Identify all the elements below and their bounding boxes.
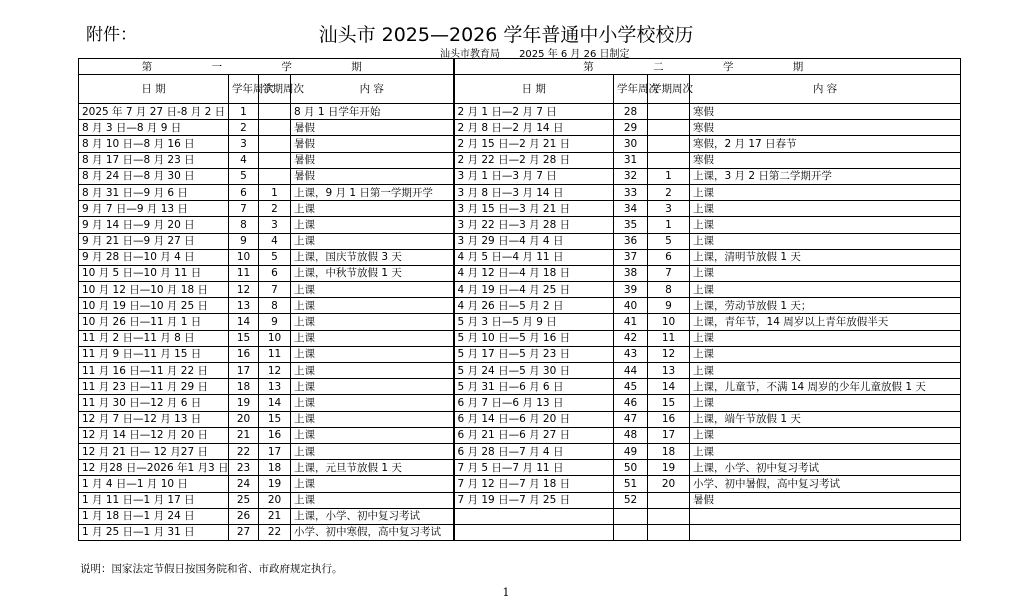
- s1-date-cell: 8 月 17 日—8 月 23 日: [79, 152, 229, 168]
- s1-term-week-cell: 3: [259, 217, 291, 233]
- s2-year-week-cell: 40: [614, 298, 648, 314]
- s2-term-week-cell: 9: [648, 298, 690, 314]
- s1-term-week-cell: 18: [259, 460, 291, 476]
- s2-date-cell: 5 月 17 日—5 月 23 日: [454, 346, 614, 362]
- s1-date-cell: 8 月 31 日—9 月 6 日: [79, 184, 229, 200]
- s2-date-cell: 4 月 12 日—4 月 18 日: [454, 265, 614, 281]
- table-row: [79, 120, 961, 136]
- table-row: [79, 314, 961, 330]
- s1-content-cell: 上课: [291, 233, 454, 249]
- s1-year-week-cell: 3: [229, 136, 259, 152]
- table-row: [79, 249, 961, 265]
- s1-year-week-cell: 24: [229, 476, 259, 492]
- s1-term-week-cell: 14: [259, 395, 291, 411]
- s2-term-week-cell: 7: [648, 265, 690, 281]
- s1-year-week-cell: 18: [229, 379, 259, 395]
- s1-year-week-cell: 27: [229, 524, 259, 540]
- table-row: [79, 427, 961, 443]
- semester1-label: 第 一 学 期: [79, 59, 454, 75]
- table-row: [79, 298, 961, 314]
- s1-date-cell: 1 月 4 日—1 月 10 日: [79, 476, 229, 492]
- table-row: [79, 395, 961, 411]
- table-row: [79, 460, 961, 476]
- table-row: [79, 282, 961, 298]
- s2-content-cell: 上课，端午节放假 1 天: [690, 411, 961, 427]
- table-row: [79, 104, 961, 120]
- table-row: [79, 217, 961, 233]
- s1-term-week-cell: [259, 120, 291, 136]
- s2-year-week-cell: 33: [614, 184, 648, 200]
- s1-date-cell: 12 月28 日—2026 年1 月3 日: [79, 460, 229, 476]
- s1-term-week-cell: 6: [259, 265, 291, 281]
- s2-year-week-cell: 28: [614, 104, 648, 120]
- s2-date-cell: 4 月 26 日—5 月 2 日: [454, 298, 614, 314]
- table-row: [79, 363, 961, 379]
- s1-term-week-cell: 15: [259, 411, 291, 427]
- s2-term-week-cell: 5: [648, 233, 690, 249]
- s1-date-cell: 11 月 30 日—12 月 6 日: [79, 395, 229, 411]
- table-row: [79, 330, 961, 346]
- semester-header-row: [79, 59, 961, 75]
- table-row: [79, 346, 961, 362]
- s2-year-week-cell: 38: [614, 265, 648, 281]
- table-row: [79, 136, 961, 152]
- s1-content-cell: 上课: [291, 217, 454, 233]
- s1-date-cell: 2025 年 7 月 27 日-8 月 2 日: [79, 104, 229, 120]
- s1-date-cell: 10 月 5 日—10 月 11 日: [79, 265, 229, 281]
- s1-term-week-cell: 7: [259, 282, 291, 298]
- s2-content-cell: 上课: [690, 233, 961, 249]
- s1-content-cell: 上课，元旦节放假 1 天: [291, 460, 454, 476]
- s1-content-cell: 暑假: [291, 152, 454, 168]
- s1-term-week-cell: [259, 136, 291, 152]
- s2-content-cell: 小学、初中暑假，高中复习考试: [690, 476, 961, 492]
- school-calendar-table: [78, 58, 961, 541]
- table-row: [79, 379, 961, 395]
- s2-content-header: 内 容: [690, 75, 961, 104]
- s2-content-cell: 上课，小学、初中复习考试: [690, 460, 961, 476]
- s2-content-cell: 寒假: [690, 152, 961, 168]
- s2-date-cell: [454, 524, 614, 540]
- s1-date-cell: 9 月 21 日—9 月 27 日: [79, 233, 229, 249]
- s2-year-week-cell: 36: [614, 233, 648, 249]
- s2-content-cell: 寒假: [690, 120, 961, 136]
- s2-year-week-cell: 46: [614, 395, 648, 411]
- s2-term-week-cell: 17: [648, 427, 690, 443]
- s1-term-week-cell: 9: [259, 314, 291, 330]
- s1-year-week-cell: 11: [229, 265, 259, 281]
- s1-date-cell: 11 月 16 日—11 月 22 日: [79, 363, 229, 379]
- page-title: 汕头市 2025—2026 学年普通中小学校校历: [318, 24, 694, 46]
- s2-term-week-cell: 12: [648, 346, 690, 362]
- s1-content-cell: 上课: [291, 492, 454, 508]
- table-row: [79, 492, 961, 508]
- s1-date-cell: 8 月 10 日—8 月 16 日: [79, 136, 229, 152]
- s2-term-week-cell: 11: [648, 330, 690, 346]
- s2-term-week-cell: [648, 136, 690, 152]
- s2-term-week-cell: 1: [648, 217, 690, 233]
- table-row: [79, 201, 961, 217]
- s2-date-cell: 7 月 19 日—7 月 25 日: [454, 492, 614, 508]
- s1-year-week-cell: 2: [229, 120, 259, 136]
- s2-year-week-cell: 52: [614, 492, 648, 508]
- s2-date-cell: 3 月 29 日—4 月 4 日: [454, 233, 614, 249]
- s2-content-cell: 上课: [690, 427, 961, 443]
- s1-date-cell: 9 月 28 日—10 月 4 日: [79, 249, 229, 265]
- s1-term-week-cell: 16: [259, 427, 291, 443]
- s1-date-cell: 12 月 21 日— 12 月27 日: [79, 443, 229, 459]
- s1-content-cell: 暑假: [291, 120, 454, 136]
- s2-year-week-cell: 47: [614, 411, 648, 427]
- s1-year-week-cell: 5: [229, 168, 259, 184]
- s2-term-week-cell: [648, 120, 690, 136]
- column-header-row: [79, 75, 961, 104]
- issuer-and-date: 汕头市教育局 2025 年 6 月 26 日制定: [440, 49, 630, 60]
- s2-year-week-cell: 43: [614, 346, 648, 362]
- s2-year-week-cell: [614, 508, 648, 524]
- s1-year-week-cell: 8: [229, 217, 259, 233]
- s2-content-cell: 上课，3 月 2 日第二学期开学: [690, 168, 961, 184]
- s1-content-cell: 上课，小学、初中复习考试: [291, 508, 454, 524]
- s2-content-cell: 上课: [690, 184, 961, 200]
- s2-date-cell: 2 月 22 日—2 月 28 日: [454, 152, 614, 168]
- s1-year-week-cell: 13: [229, 298, 259, 314]
- s2-term-week-cell: [648, 152, 690, 168]
- s2-term-week-cell: 16: [648, 411, 690, 427]
- s1-term-week-cell: 13: [259, 379, 291, 395]
- s1-content-cell: 上课，国庆节放假 3 天: [291, 249, 454, 265]
- s1-date-cell: 1 月 11 日—1 月 17 日: [79, 492, 229, 508]
- s2-date-cell: 6 月 7 日—6 月 13 日: [454, 395, 614, 411]
- s1-year-week-cell: 12: [229, 282, 259, 298]
- s1-content-cell: 上课: [291, 443, 454, 459]
- s2-term-week-cell: 13: [648, 363, 690, 379]
- s1-date-cell: 9 月 14 日—9 月 20 日: [79, 217, 229, 233]
- s1-term-week-cell: 11: [259, 346, 291, 362]
- s1-year-week-header: 学年周次: [229, 75, 259, 104]
- s1-content-header: 内 容: [291, 75, 454, 104]
- s2-content-cell: 上课: [690, 201, 961, 217]
- s1-content-cell: 上课: [291, 282, 454, 298]
- s2-term-week-cell: [648, 524, 690, 540]
- s1-date-cell: 11 月 23 日—11 月 29 日: [79, 379, 229, 395]
- s1-content-cell: 上课: [291, 346, 454, 362]
- s1-term-week-cell: 10: [259, 330, 291, 346]
- s2-content-cell: 暑假: [690, 492, 961, 508]
- s2-year-week-cell: 29: [614, 120, 648, 136]
- s1-content-cell: 暑假: [291, 168, 454, 184]
- table-row: [79, 152, 961, 168]
- s2-term-week-cell: 2: [648, 184, 690, 200]
- s2-term-week-cell: 8: [648, 282, 690, 298]
- s1-date-cell: 8 月 3 日—8 月 9 日: [79, 120, 229, 136]
- s2-date-cell: 5 月 3 日—5 月 9 日: [454, 314, 614, 330]
- s1-year-week-cell: 25: [229, 492, 259, 508]
- s2-year-week-cell: 48: [614, 427, 648, 443]
- table-row: [79, 476, 961, 492]
- s2-year-week-cell: 49: [614, 443, 648, 459]
- s2-date-cell: 6 月 21 日—6 月 27 日: [454, 427, 614, 443]
- s2-content-cell: 上课: [690, 330, 961, 346]
- s2-content-cell: 上课: [690, 346, 961, 362]
- s2-content-cell: [690, 508, 961, 524]
- s2-term-week-cell: 18: [648, 443, 690, 459]
- s2-content-cell: [690, 524, 961, 540]
- s2-content-cell: 上课: [690, 282, 961, 298]
- s1-content-cell: 上课: [291, 411, 454, 427]
- s1-term-week-cell: 20: [259, 492, 291, 508]
- s2-content-cell: 上课: [690, 217, 961, 233]
- s1-content-cell: 上课: [291, 476, 454, 492]
- s1-date-cell: 11 月 2 日—11 月 8 日: [79, 330, 229, 346]
- s2-year-week-cell: [614, 524, 648, 540]
- s2-content-cell: 上课，劳动节放假 1 天；: [690, 298, 961, 314]
- s1-term-week-cell: 22: [259, 524, 291, 540]
- attachment-label: 附件：: [86, 25, 137, 45]
- s2-year-week-cell: 37: [614, 249, 648, 265]
- s2-term-week-cell: 6: [648, 249, 690, 265]
- s2-year-week-cell: 50: [614, 460, 648, 476]
- s1-term-week-cell: [259, 152, 291, 168]
- s2-year-week-cell: 30: [614, 136, 648, 152]
- s1-term-week-cell: 8: [259, 298, 291, 314]
- s1-year-week-cell: 4: [229, 152, 259, 168]
- s2-year-week-cell: 44: [614, 363, 648, 379]
- s2-date-cell: 4 月 5 日—4 月 11 日: [454, 249, 614, 265]
- s2-term-week-cell: 1: [648, 168, 690, 184]
- s1-date-cell: 1 月 25 日—1 月 31 日: [79, 524, 229, 540]
- s1-term-week-cell: [259, 104, 291, 120]
- s2-date-cell: 2 月 1 日—2 月 7 日: [454, 104, 614, 120]
- s1-year-week-cell: 20: [229, 411, 259, 427]
- s2-date-header: 日 期: [454, 75, 614, 104]
- s1-year-week-cell: 22: [229, 443, 259, 459]
- s1-term-week-cell: [259, 168, 291, 184]
- s2-year-week-cell: 42: [614, 330, 648, 346]
- s1-term-week-cell: 2: [259, 201, 291, 217]
- s1-content-cell: 上课，中秋节放假 1 天: [291, 265, 454, 281]
- table-row: [79, 411, 961, 427]
- s2-term-week-cell: [648, 508, 690, 524]
- calendar-table-wrapper: [78, 58, 960, 541]
- s1-date-cell: 9 月 7 日—9 月 13 日: [79, 201, 229, 217]
- page-number: 1: [502, 586, 510, 599]
- s1-year-week-cell: 23: [229, 460, 259, 476]
- s2-content-cell: 上课，青年节，14 周岁以上青年放假半天: [690, 314, 961, 330]
- s2-term-week-cell: 10: [648, 314, 690, 330]
- s2-year-week-cell: 39: [614, 282, 648, 298]
- s1-term-week-cell: 5: [259, 249, 291, 265]
- s2-content-cell: 上课: [690, 363, 961, 379]
- s2-year-week-cell: 35: [614, 217, 648, 233]
- s2-date-cell: 5 月 24 日—5 月 30 日: [454, 363, 614, 379]
- s1-content-cell: 上课: [291, 395, 454, 411]
- s2-term-week-header: 学期周次: [648, 75, 690, 104]
- s2-term-week-cell: 3: [648, 201, 690, 217]
- s2-date-cell: 6 月 14 日—6 月 20 日: [454, 411, 614, 427]
- s1-year-week-cell: 6: [229, 184, 259, 200]
- s1-year-week-cell: 21: [229, 427, 259, 443]
- s1-term-week-cell: 21: [259, 508, 291, 524]
- s1-date-cell: 8 月 24 日—8 月 30 日: [79, 168, 229, 184]
- s1-term-week-cell: 1: [259, 184, 291, 200]
- s2-term-week-cell: [648, 492, 690, 508]
- s1-content-cell: 上课，9 月 1 日第一学期开学: [291, 184, 454, 200]
- s1-year-week-cell: 10: [229, 249, 259, 265]
- s1-year-week-cell: 26: [229, 508, 259, 524]
- s1-date-cell: 12 月 14 日—12 月 20 日: [79, 427, 229, 443]
- s1-year-week-cell: 7: [229, 201, 259, 217]
- s1-date-header: 日 期: [79, 75, 229, 104]
- s1-content-cell: 暑假: [291, 136, 454, 152]
- s1-date-cell: 10 月 19 日—10 月 25 日: [79, 298, 229, 314]
- s2-content-cell: 上课: [690, 443, 961, 459]
- s1-year-week-cell: 1: [229, 104, 259, 120]
- s1-date-cell: 11 月 9 日—11 月 15 日: [79, 346, 229, 362]
- s1-year-week-cell: 9: [229, 233, 259, 249]
- s2-year-week-header: 学年周次: [614, 75, 648, 104]
- s1-year-week-cell: 17: [229, 363, 259, 379]
- table-row: [79, 233, 961, 249]
- s1-content-cell: 上课: [291, 314, 454, 330]
- s1-term-week-cell: 12: [259, 363, 291, 379]
- s2-date-cell: [454, 508, 614, 524]
- s2-year-week-cell: 51: [614, 476, 648, 492]
- footnote: 说明：国家法定节假日按国务院和省、市政府规定执行。: [80, 563, 343, 575]
- s2-date-cell: 6 月 28 日—7 月 4 日: [454, 443, 614, 459]
- table-row: [79, 443, 961, 459]
- s2-year-week-cell: 34: [614, 201, 648, 217]
- s1-content-cell: 上课: [291, 427, 454, 443]
- s2-date-cell: 7 月 12 日—7 月 18 日: [454, 476, 614, 492]
- table-row: [79, 265, 961, 281]
- s1-content-cell: 上课: [291, 363, 454, 379]
- s1-date-cell: 12 月 7 日—12 月 13 日: [79, 411, 229, 427]
- s2-year-week-cell: 31: [614, 152, 648, 168]
- s2-date-cell: 5 月 10 日—5 月 16 日: [454, 330, 614, 346]
- s2-date-cell: 3 月 1 日—3 月 7 日: [454, 168, 614, 184]
- s1-term-week-cell: 19: [259, 476, 291, 492]
- s2-content-cell: 上课，清明节放假 1 天: [690, 249, 961, 265]
- s1-year-week-cell: 14: [229, 314, 259, 330]
- s1-date-cell: 10 月 26 日—11 月 1 日: [79, 314, 229, 330]
- s1-content-cell: 上课: [291, 379, 454, 395]
- s2-content-cell: 上课: [690, 265, 961, 281]
- s1-term-week-cell: 4: [259, 233, 291, 249]
- s2-date-cell: 2 月 15 日—2 月 21 日: [454, 136, 614, 152]
- s2-content-cell: 寒假，2 月 17 日春节: [690, 136, 961, 152]
- s2-date-cell: 2 月 8 日—2 月 14 日: [454, 120, 614, 136]
- s2-date-cell: 3 月 8 日—3 月 14 日: [454, 184, 614, 200]
- s2-term-week-cell: 14: [648, 379, 690, 395]
- s2-content-cell: 寒假: [690, 104, 961, 120]
- table-row: [79, 508, 961, 524]
- s2-date-cell: 4 月 19 日—4 月 25 日: [454, 282, 614, 298]
- s1-content-cell: 上课: [291, 201, 454, 217]
- s1-content-cell: 上课: [291, 330, 454, 346]
- s2-year-week-cell: 45: [614, 379, 648, 395]
- s2-date-cell: 3 月 22 日—3 月 28 日: [454, 217, 614, 233]
- s2-term-week-cell: 15: [648, 395, 690, 411]
- s1-year-week-cell: 19: [229, 395, 259, 411]
- s2-term-week-cell: 20: [648, 476, 690, 492]
- s2-content-cell: 上课，儿童节，不满 14 周岁的少年儿童放假 1 天: [690, 379, 961, 395]
- s1-content-cell: 小学、初中寒假，高中复习考试: [291, 524, 454, 540]
- s2-year-week-cell: 41: [614, 314, 648, 330]
- s1-year-week-cell: 16: [229, 346, 259, 362]
- s2-date-cell: 5 月 31 日—6 月 6 日: [454, 379, 614, 395]
- semester2-label: 第 二 学 期: [454, 59, 961, 75]
- s1-term-week-header: 学期周次: [259, 75, 291, 104]
- s2-year-week-cell: 32: [614, 168, 648, 184]
- table-row: [79, 524, 961, 540]
- s2-content-cell: 上课: [690, 395, 961, 411]
- s1-term-week-cell: 17: [259, 443, 291, 459]
- s2-date-cell: 3 月 15 日—3 月 21 日: [454, 201, 614, 217]
- s2-term-week-cell: [648, 104, 690, 120]
- s1-year-week-cell: 15: [229, 330, 259, 346]
- table-row: [79, 168, 961, 184]
- s1-date-cell: 10 月 12 日—10 月 18 日: [79, 282, 229, 298]
- table-row: [79, 184, 961, 200]
- s2-term-week-cell: 19: [648, 460, 690, 476]
- s1-content-cell: 上课: [291, 298, 454, 314]
- s1-content-cell: 8 月 1 日学年开始: [291, 104, 454, 120]
- s1-date-cell: 1 月 18 日—1 月 24 日: [79, 508, 229, 524]
- s2-date-cell: 7 月 5 日—7 月 11 日: [454, 460, 614, 476]
